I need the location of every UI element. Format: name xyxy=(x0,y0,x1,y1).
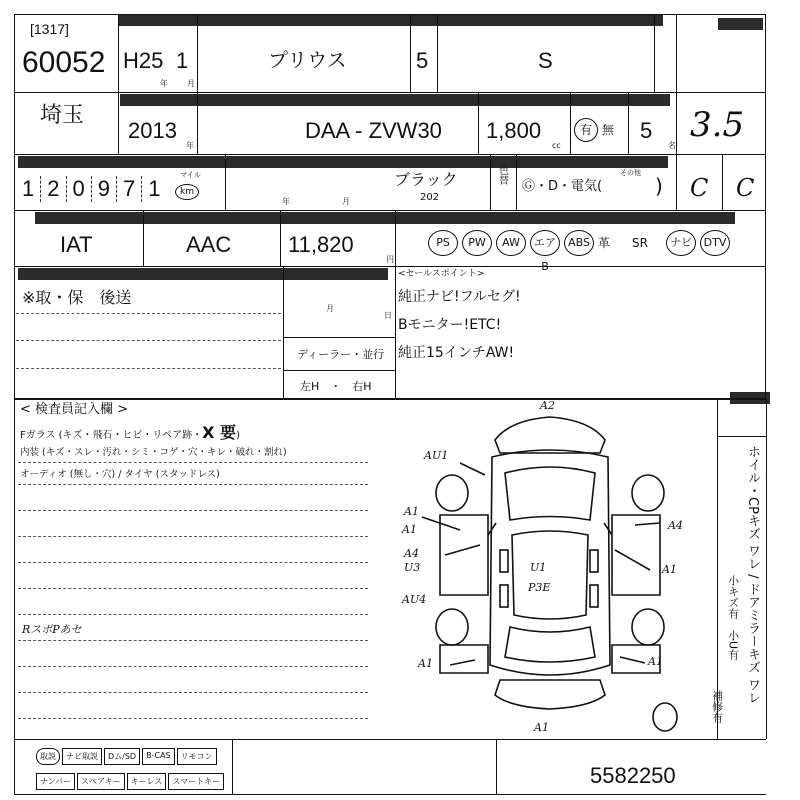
footer-item: リモコン xyxy=(177,748,217,765)
damage-mark: A1 xyxy=(662,563,677,576)
sales-points-title: <セールスポイント> xyxy=(398,269,485,279)
notes-text: ※取・保 後送 xyxy=(22,288,132,307)
damage-mark: A2 xyxy=(540,399,555,412)
footer-item: ナビ取説 xyxy=(62,748,102,765)
model-name: プリウス xyxy=(268,48,347,72)
first-reg-year: 2013 xyxy=(128,118,177,143)
lot-number: 60052 xyxy=(22,46,106,79)
interior-grade: C xyxy=(690,174,709,202)
turbo-no: 無 xyxy=(602,123,615,137)
exterior-grade: C xyxy=(736,174,755,202)
color-code: 202 xyxy=(420,192,440,203)
era-year: H25 xyxy=(123,48,164,73)
doors: 5 xyxy=(416,48,429,73)
damage-mark: A4 xyxy=(668,519,683,532)
handle-label: 左H ・ 右H xyxy=(300,380,372,393)
sales-point: 純正15インチAW! xyxy=(398,345,515,361)
fuel-options: Ⓖ・D・電気( xyxy=(522,179,603,194)
equipment-dtv: DTV xyxy=(700,230,730,256)
interior-line: 内装 (キズ・スレ・汚れ・シミ・コゲ・穴・キレ・破れ・割れ) xyxy=(20,447,287,458)
footer-item: B-CAS xyxy=(142,748,175,765)
sales-point: 純正ナビ!フルセグ! xyxy=(398,289,521,305)
dealer-label: ディーラー・並行 xyxy=(297,348,385,361)
damage-mark: A1 xyxy=(418,657,433,670)
model-code: DAA - ZVW30 xyxy=(305,118,442,143)
row-divider xyxy=(14,92,766,93)
equipment-ps: PS xyxy=(428,230,458,256)
ac: AAC xyxy=(186,232,232,257)
sales-point: Bモニター!ETC! xyxy=(398,317,502,333)
row-divider xyxy=(14,266,766,267)
side-note-2: 小キズ有 小U有 xyxy=(726,575,740,661)
region: 埼玉 xyxy=(40,103,85,128)
damage-mark: A1 xyxy=(534,721,549,734)
lot-small: [1317] xyxy=(30,21,69,37)
grade: S xyxy=(538,48,553,73)
side-note-3: 補修有 xyxy=(710,690,724,723)
damage-mark: A1 xyxy=(404,505,419,518)
footer-items-row2 xyxy=(36,773,226,790)
damage-mark: U1 xyxy=(530,561,547,574)
score: 3.5 xyxy=(690,105,745,145)
footer-item: スマートキー xyxy=(168,773,224,790)
row-divider xyxy=(14,154,766,155)
audio-line: オーディオ (無し・穴) / タイヤ (スタッドレス) xyxy=(20,469,220,480)
seats: 5 xyxy=(640,118,653,143)
car-diagram xyxy=(400,395,710,740)
windshield-line: Fガラス (キズ・飛石・ヒビ・リペア跡・X 要) xyxy=(20,423,240,442)
mileage-unit: km xyxy=(175,184,199,200)
displacement: 1,800 xyxy=(486,118,542,143)
damage-mark: A4 xyxy=(404,547,419,560)
transmission: IAT xyxy=(60,232,93,257)
equipment-革: 革 xyxy=(598,236,611,250)
month: 1 xyxy=(176,48,189,73)
equipment-エアb: エアB xyxy=(530,230,560,256)
equipment-abs: ABS xyxy=(564,230,594,256)
color-name: ブラック xyxy=(394,170,458,189)
damage-mark: A1 xyxy=(402,523,417,536)
damage-mark: AU4 xyxy=(402,593,427,606)
inspector-title: < 検査員記入欄 > xyxy=(20,402,129,417)
damage-mark: AU1 xyxy=(424,449,449,462)
footer-item: 取説 xyxy=(36,748,60,765)
footer-item: キーレス xyxy=(127,773,167,790)
footer-items-row1 xyxy=(36,748,219,765)
handwritten-note: RスポPあセ xyxy=(22,623,82,636)
equipment-sr: SR xyxy=(632,236,648,250)
side-note: ホイル・CPキズ ワレ / ドアミラーキズ ワレ xyxy=(744,445,760,704)
auction-sheet: [1317] 60052 H25 1 年 月 プリウス 5 S 埼玉 2013 年 DAA - ZVW30 1,800 cc 有 無 5 名 3.5 1 2 0 9 7 1 マイル km 年 月 ブラック 202 色替 Ⓖ・D・電気( その他 ) C C IAT AAC 11,820 円 PS PW AW エアB ABS 革 SR ナビ DTV ※取・保 後送 月 日 ディーラー・並行 左H ・ 右H <セールスポイント> 純正ナビ!フルセグ! Bモニター!ETC! 純正15インチAW! < 検査員記入欄 > Fガラス (キズ・飛石・ヒビ・リペア跡・X 要) 内装 (キズ・スレ・汚れ・シミ・コゲ・穴・キレ・破れ・割れ) オーディオ (無し・穴) / タイヤ (スタッドレス) RスポPあセ ホイル・CPキズ ワレ / ドアミラーキズ ワレ 小キズ有 小U有 補修有 A2 AU1 A1 A4 A1 A4 U3 AU4 U1 P3E A1 A1 A1 A1 取説 ナビ取説 Dム/SD B-CAS リモコン ナンバー スペアキー キーレス スマートキー 5582250 xyxy=(0,0,800,800)
row-divider xyxy=(14,210,766,211)
damage-mark: U3 xyxy=(404,561,421,574)
recycle-fee: 11,820 xyxy=(288,232,354,257)
turbo-yes: 有 xyxy=(574,118,598,142)
footer-item: ナンバー xyxy=(36,773,75,790)
equipment-list xyxy=(428,230,766,273)
footer-item: Dム/SD xyxy=(104,748,140,765)
damage-mark: A1 xyxy=(648,655,663,668)
chassis-number: 5582250 xyxy=(590,763,676,788)
damage-mark: P3E xyxy=(528,581,551,594)
equipment-ナビ: ナビ xyxy=(666,230,696,256)
equipment-pw: PW xyxy=(462,230,492,256)
footer-item: スペアキー xyxy=(77,773,125,790)
equipment-aw: AW xyxy=(496,230,526,256)
mileage-digits: 1 2 0 9 7 1 xyxy=(22,176,161,201)
